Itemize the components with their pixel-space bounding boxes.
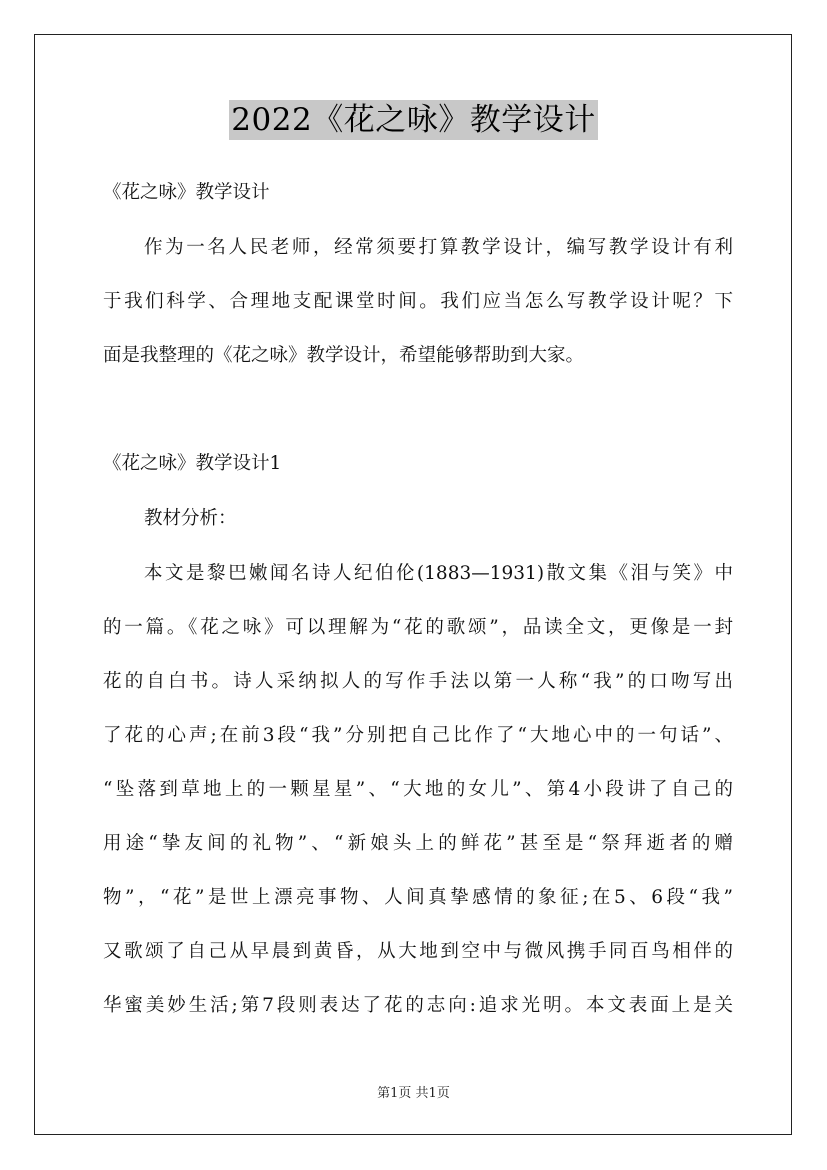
page-footer: 第1页 共1页 [377, 1086, 450, 1101]
body-line-4: 了花的心声;在前3段“我”分别把自己比作了“大地心中的一句话”、 [103, 725, 733, 746]
intro-line-1: 作为一名人民老师，经常须要打算教学设计，编写教学设计有利 [144, 237, 733, 258]
body-line-9: 华蜜美妙生活;第7段则表达了花的志向:追求光明。本文表面上是关 [103, 995, 733, 1016]
intro-line-2: 于我们科学、合理地支配课堂时间。我们应当怎么写教学设计呢？下 [103, 291, 733, 312]
body-line-5: “坠落到草地上的一颗星星”、“大地的女儿”、第4小段讲了自己的 [103, 779, 733, 800]
body-line-3: 花的自白书。诗人采纳拟人的写作手法以第一人称“我”的口吻写出 [103, 671, 733, 692]
document-title: 2022《花之咏》教学设计 [231, 102, 596, 138]
section-heading: 《花之咏》教学设计1 [103, 453, 282, 474]
body-line-1: 本文是黎巴嫩闻名诗人纪伯伦(1883—1931)散文集《泪与笑》中 [144, 563, 733, 584]
sub-heading: 教材分析： [144, 508, 237, 529]
title-container [0, 100, 827, 140]
body-line-8: 又歌颂了自己从早晨到黄昏，从大地到空中与微风携手同百鸟相伴的 [103, 941, 733, 962]
body-line-2: 的一篇。《花之咏》可以理解为“花的歌颂”，品读全文，更像是一封 [103, 617, 733, 638]
body-line-6: 用途“挚友间的礼物”、“新娘头上的鲜花”甚至是“祭拜逝者的赠 [103, 833, 733, 854]
document-subtitle: 《花之咏》教学设计 [103, 182, 270, 203]
body-line-7: 物”，“花”是世上漂亮事物、人间真挚感情的象征;在5、6段“我” [103, 887, 733, 908]
intro-line-3: 面是我整理的《花之咏》教学设计，希望能够帮助到大家。 [103, 345, 585, 366]
